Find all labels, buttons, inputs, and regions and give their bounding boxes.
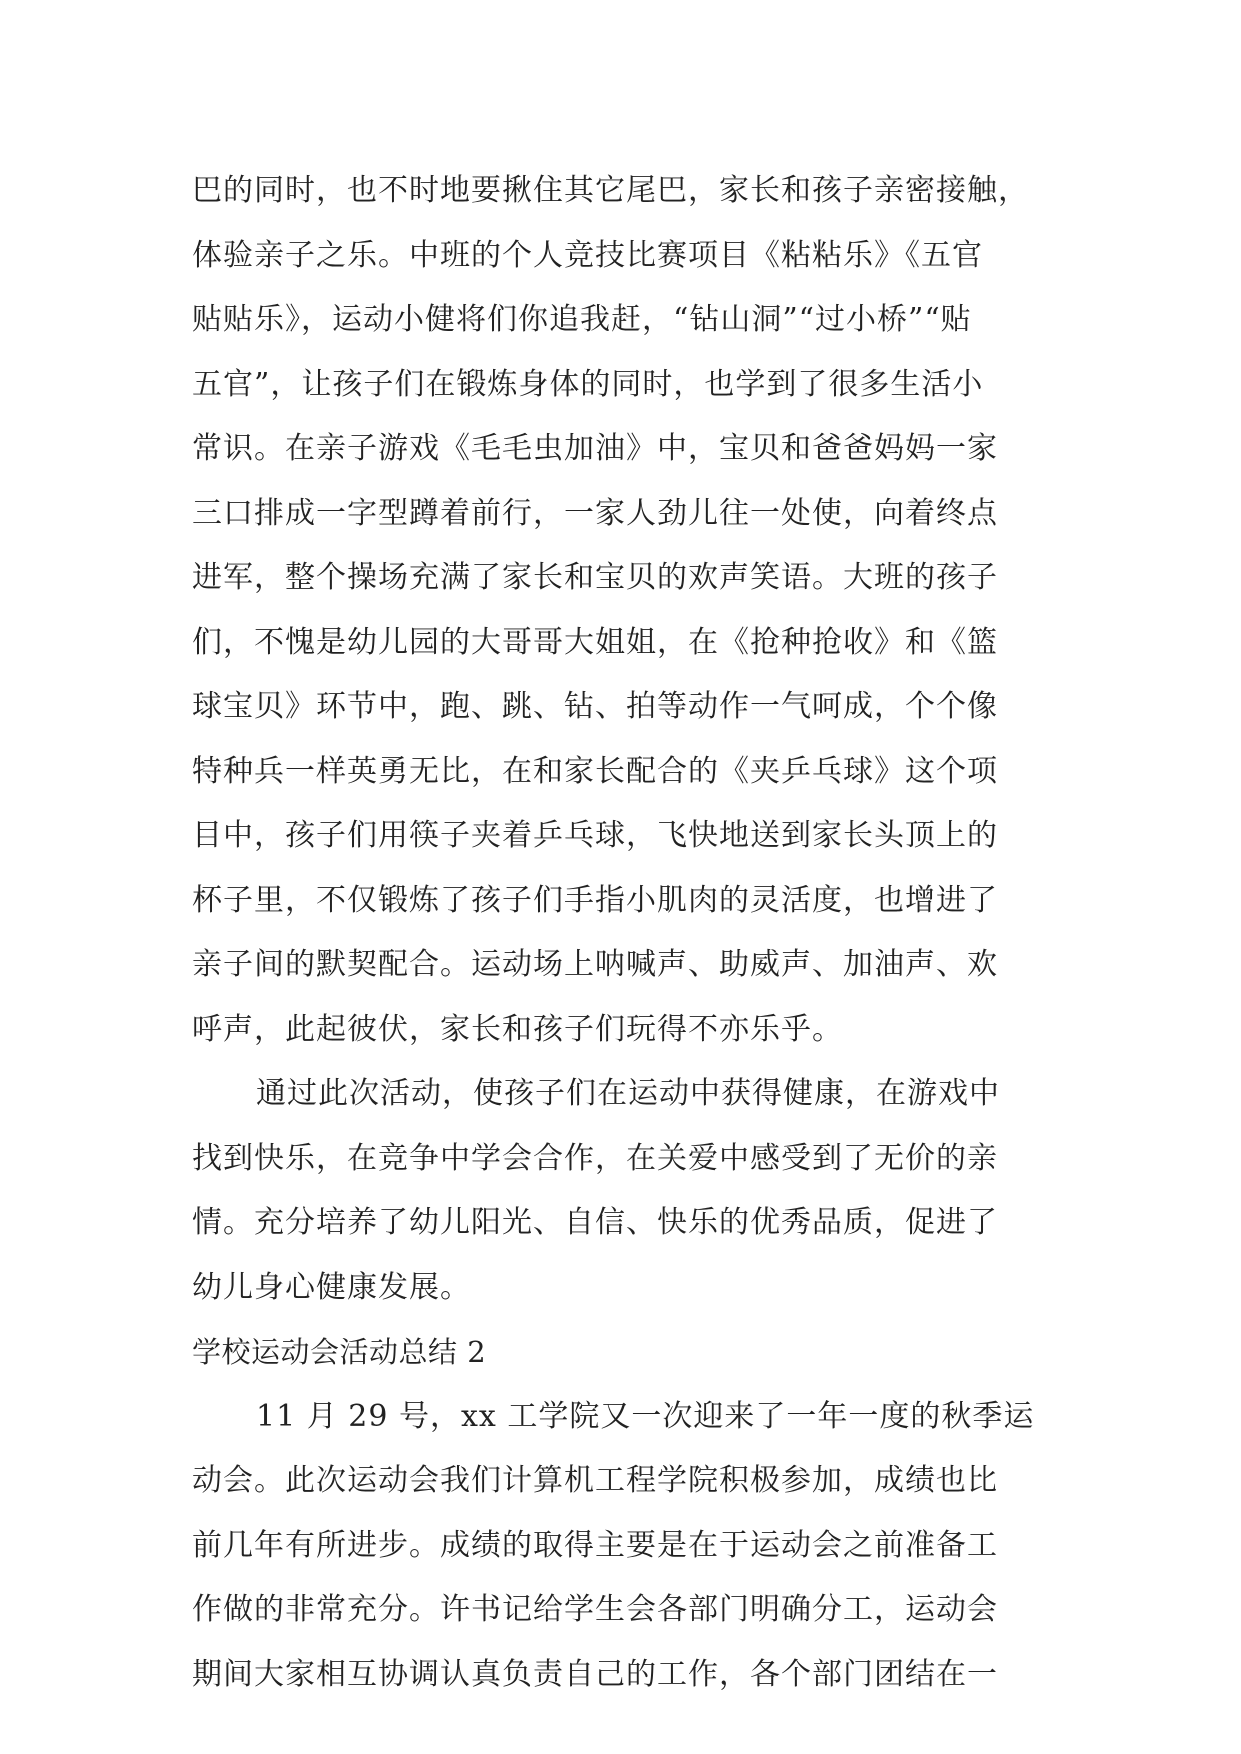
text-line: 动会。此次运动会我们计算机工程学院积极参加，成绩也比: [192, 1463, 998, 1498]
text-line: 球宝贝》环节中，跑、跳、钻、拍等动作一气呵成，个个像: [192, 689, 998, 724]
text-line: 通过此次活动，使孩子们在运动中获得健康，在游戏中: [256, 1076, 1000, 1111]
text-line: 目中，孩子们用筷子夹着乒乓球，飞快地送到家长头顶上的: [192, 818, 998, 853]
text-line: 亲子间的默契配合。运动场上呐喊声、助威声、加油声、欢: [192, 947, 998, 982]
text-line: 作做的非常充分。许书记给学生会各部门明确分工，运动会: [192, 1592, 998, 1627]
text-line: 贴贴乐》，运动小健将们你追我赶，“钻山洞”“过小桥”“贴: [192, 302, 972, 337]
text-line: 期间大家相互协调认真负责自己的工作，各个部门团结在一: [192, 1656, 998, 1692]
text-line: 找到快乐，在竞争中学会合作，在关爱中感受到了无价的亲: [192, 1140, 998, 1176]
text-line: 五官”，让孩子们在锻炼身体的同时，也学到了很多生活小: [192, 366, 984, 402]
text-line: 幼儿身心健康发展。: [192, 1269, 471, 1305]
text-line: 三口排成一字型蹲着前行，一家人劲儿往一处使，向着终点: [192, 495, 998, 531]
text-line: 杯子里，不仅锻炼了孩子们手指小肌肉的灵活度，也增进了: [192, 882, 998, 918]
text-line: 情。充分培养了幼儿阳光、自信、快乐的优秀品质，促进了: [192, 1205, 998, 1240]
text-line: 常识。在亲子游戏《毛毛虫加油》中，宝贝和爸爸妈妈一家: [192, 431, 998, 466]
text-line: 巴的同时，也不时地要揪住其它尾巴，家长和孩子亲密接触，: [192, 173, 1029, 208]
text-line: 体验亲子之乐。中班的个人竞技比赛项目《粘粘乐》《五官: [192, 237, 983, 273]
text-line: 们，不愧是幼儿园的大哥哥大姐姐，在《抢种抢收》和《篮: [192, 624, 998, 660]
text-line: 进军，整个操场充满了家长和宝贝的欢声笑语。大班的孩子: [192, 560, 998, 595]
text-line: 11 月 29 号，xx 工学院又一次迎来了一年一度的秋季运: [256, 1398, 1035, 1434]
text-line: 前几年有所进步。成绩的取得主要是在于运动会之前准备工: [192, 1527, 998, 1563]
text-line: 呼声，此起彼伏，家长和孩子们玩得不亦乐乎。: [192, 1011, 843, 1047]
text-line: 特种兵一样英勇无比，在和家长配合的《夹乒乓球》这个项: [192, 753, 998, 789]
section-heading: 学校运动会活动总结 2: [192, 1335, 487, 1369]
document-body: [192, 159, 1052, 1707]
